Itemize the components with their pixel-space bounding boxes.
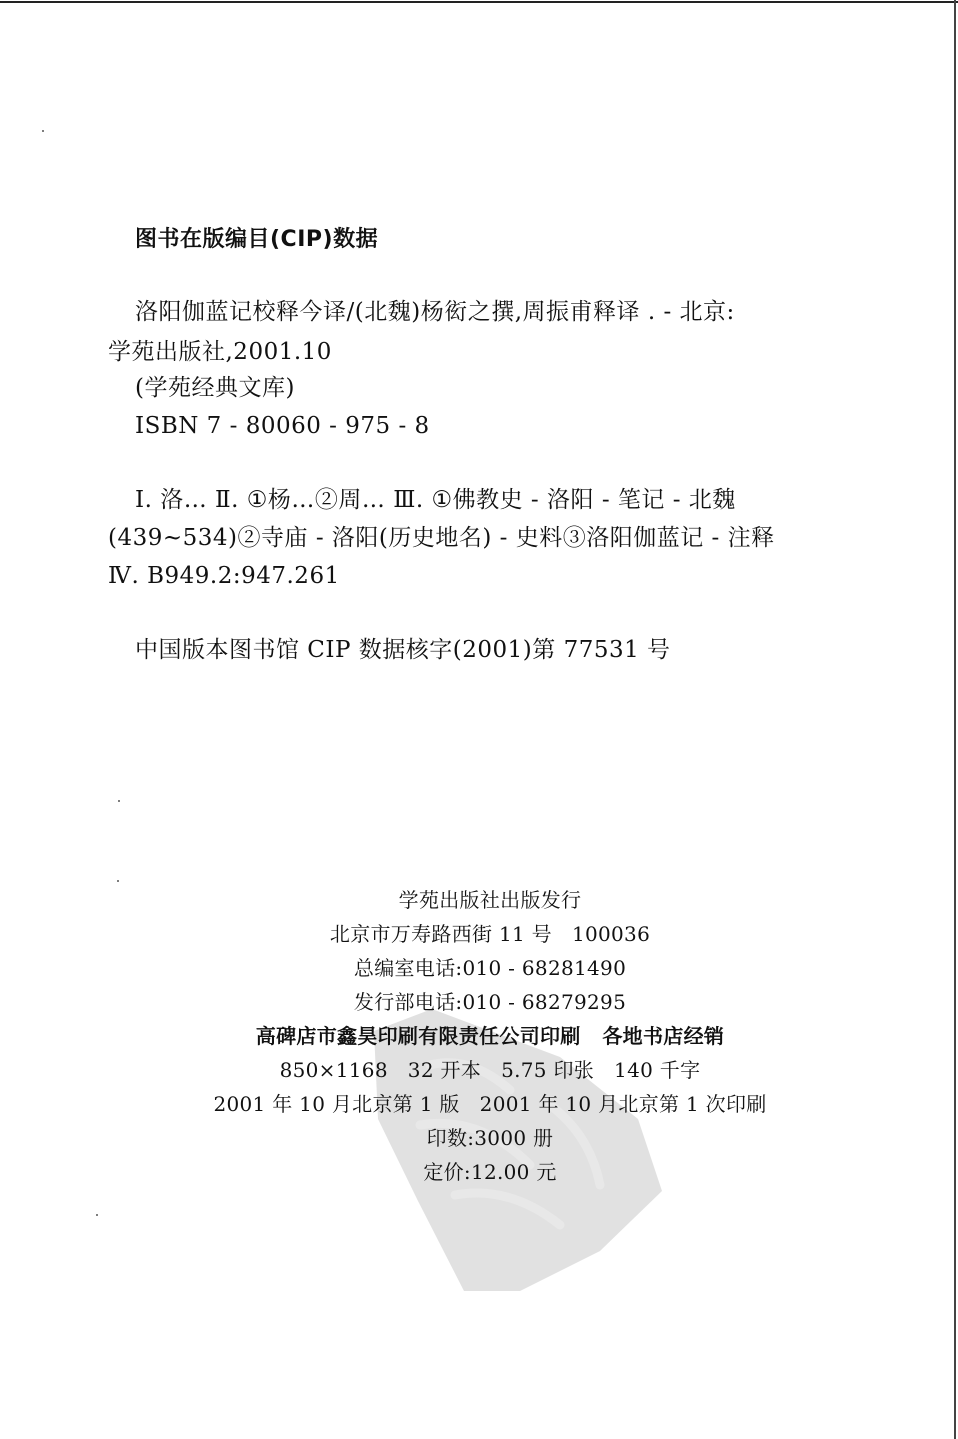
imprint-distribution-phone: 发行部电话:010 - 68279295 — [353, 990, 627, 1014]
cip-subject-line: (439~534)②寺庙 - 洛阳(历史地名) - 史料③洛阳伽蓝记 - 注释 — [108, 525, 775, 551]
imprint-block — [190, 883, 790, 1189]
imprint-print-run: 印数:3000 册 — [426, 1126, 554, 1150]
imprint-editorial-phone: 总编室电话:010 - 68281490 — [353, 956, 627, 980]
imprint-printer: 高碑店市鑫昊印刷有限责任公司印刷 各地书店经销 — [255, 1024, 725, 1048]
cip-publisher-line: 学苑出版社,2001.10 — [108, 339, 332, 365]
imprint-publisher: 学苑出版社出版发行 — [398, 888, 582, 912]
imprint-format: 850×1168 32 开本 5.75 印张 140 千字 — [279, 1058, 701, 1082]
cip-classification-line: Ⅳ. B949.2:947.261 — [108, 563, 340, 589]
scan-speck — [118, 800, 120, 802]
scan-speck — [42, 130, 44, 132]
cip-approval-number: 中国版本图书馆 CIP 数据核字(2001)第 77531 号 — [135, 637, 671, 663]
imprint-edition: 2001 年 10 月北京第 1 版 2001 年 10 月北京第 1 次印刷 — [213, 1092, 767, 1116]
scan-edge-right — [954, 0, 956, 1439]
scan-speck — [96, 1214, 98, 1216]
cip-title-line: 洛阳伽蓝记校释今译/(北魏)杨衒之撰,周振甫释译 . - 北京: — [135, 299, 735, 325]
cip-series-line: (学苑经典文库) — [135, 375, 295, 401]
cip-heading: 图书在版编目(CIP)数据 — [135, 227, 379, 252]
imprint-price: 定价:12.00 元 — [423, 1160, 557, 1184]
cip-isbn-line: ISBN 7 - 80060 - 975 - 8 — [135, 413, 430, 439]
imprint-address: 北京市万寿路西街 11 号 100036 — [329, 922, 651, 946]
scan-speck — [117, 880, 119, 882]
scan-edge-top — [0, 1, 958, 3]
cip-subject-line: Ⅰ. 洛… Ⅱ. ①杨…②周… Ⅲ. ①佛教史 - 洛阳 - 笔记 - 北魏 — [135, 487, 736, 513]
